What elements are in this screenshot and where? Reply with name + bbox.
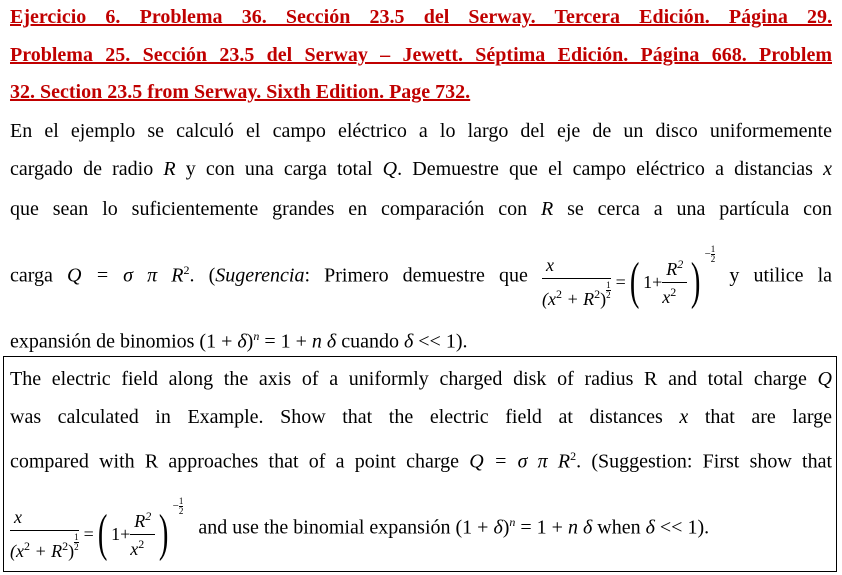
formula-denominator: $(x^2 + R^2)$ $\frac{1}{2}$ [10,531,79,561]
formula-numerator: x [542,255,611,279]
spanish-text: se cerca a una partícula con [553,198,832,220]
spanish-text: . Demuestre que el campo eléctrico a distancias [397,158,824,180]
spanish-line-3 [10,189,832,229]
spanish-text: que sean lo suficientemente grandes en comparación con [10,198,541,220]
formula-left-fraction [10,507,79,562]
formula-inner-numerator: $R^2$ [130,509,155,535]
symbol-R: R [163,158,176,180]
symbol-x: x [679,406,689,428]
spanish-line-1 [10,111,832,151]
formula-identity [542,245,715,310]
spanish-text: . ( [189,264,216,287]
formula-numerator: x [10,507,79,531]
formula-inner-denominator: $x^2$ [662,284,677,307]
spanish-text: : Primero demuestre que [304,264,528,287]
english-text: and use the binomial expansión (1 + [198,516,494,539]
spanish-text: y utilice la [729,264,833,287]
formula-equals: = [615,271,626,292]
english-text: compared with R approaches that of a point charge [10,450,470,473]
english-text: . (Suggestion: First show that [576,450,832,473]
heading-line-2: Problema 25. Sección 23.5 del Serway – Jewett. Séptima Edición. Página 668. Problem [10,44,832,66]
left-paren: ( [629,253,640,311]
superscript: 2 [183,263,190,277]
english-line-4: x $(x^2 + R^2)$ $\frac{1}{2}$ =( 1+ $\frac{R^2}{x^2}$ ) $^{- \frac{1}{2}}$ and use the binomial expansión $(1 + \delta)^n = 1 + n$ δ when δ << 1). [10,495,710,563]
formula-exponent: − 1 2 [704,243,716,264]
spanish-text: carga [10,264,68,287]
spanish-line-4 [10,230,832,310]
english-text: The electric field along the axis of a uniformly charged disk of radius R and total charge [10,368,818,390]
formula-inner-fraction [662,257,687,308]
english-line-1 [10,359,832,399]
equation-point-charge: Q = σ π R [469,450,571,473]
heading-line-3: 32. Section 23.5 from Serway. Sixth Edition. Page 732. [10,81,471,103]
symbol-Q: Q [382,158,398,180]
right-paren: ) [691,253,701,311]
right-paren: ) [159,505,169,563]
english-line-2 [10,397,832,437]
formula-equals: = [83,523,94,544]
spanish-text: y con una carga total [175,158,383,180]
sugerencia-label: Sugerencia [215,264,305,287]
symbol-R: R [540,198,554,220]
spanish-line-5: expansión de binomios $(1 + \delta)^n = 1 + n$ δ cuando δ << 1). [10,329,468,353]
formula-denominator: $(x^2 + R^2)$ $\frac{1}{2}$ [541,279,611,309]
formula-one-plus: 1+ [643,271,663,292]
spanish-text: En el ejemplo se calculó el campo eléctrico a lo largo del eje de un disco uniformemente [10,120,832,142]
formula-exponent: − 1 2 [172,495,184,516]
formula-inner-fraction [130,509,155,560]
formula-inner-numerator: $R^2$ [662,257,687,283]
formula-identity-en [10,497,183,562]
heading-line-1: Ejercicio 6. Problema 36. Sección 23.5 del Serway. Tercera Edición. Página 29. [10,6,832,28]
english-text: was calculated in Example. Show that the electric field at distances [10,406,680,428]
formula-one-plus: 1+ [111,523,131,544]
left-paren: ( [97,505,108,563]
spanish-text: expansión de binomios (1 + [10,330,238,353]
english-text: that are large [688,406,832,428]
symbol-x: x [823,158,833,180]
spanish-line-2 [10,149,832,189]
equation-point-charge: Q = σ π R [67,264,184,287]
spanish-text: cargado de radio [10,158,164,180]
formula-left-fraction [542,255,611,310]
english-line-3: compared with R approaches that of a point charge Q = σ π $R^2$. (Suggestion: First show that [10,449,832,473]
symbol-Q: Q [817,368,832,390]
formula-inner-denominator: $x^2$ [130,536,145,559]
